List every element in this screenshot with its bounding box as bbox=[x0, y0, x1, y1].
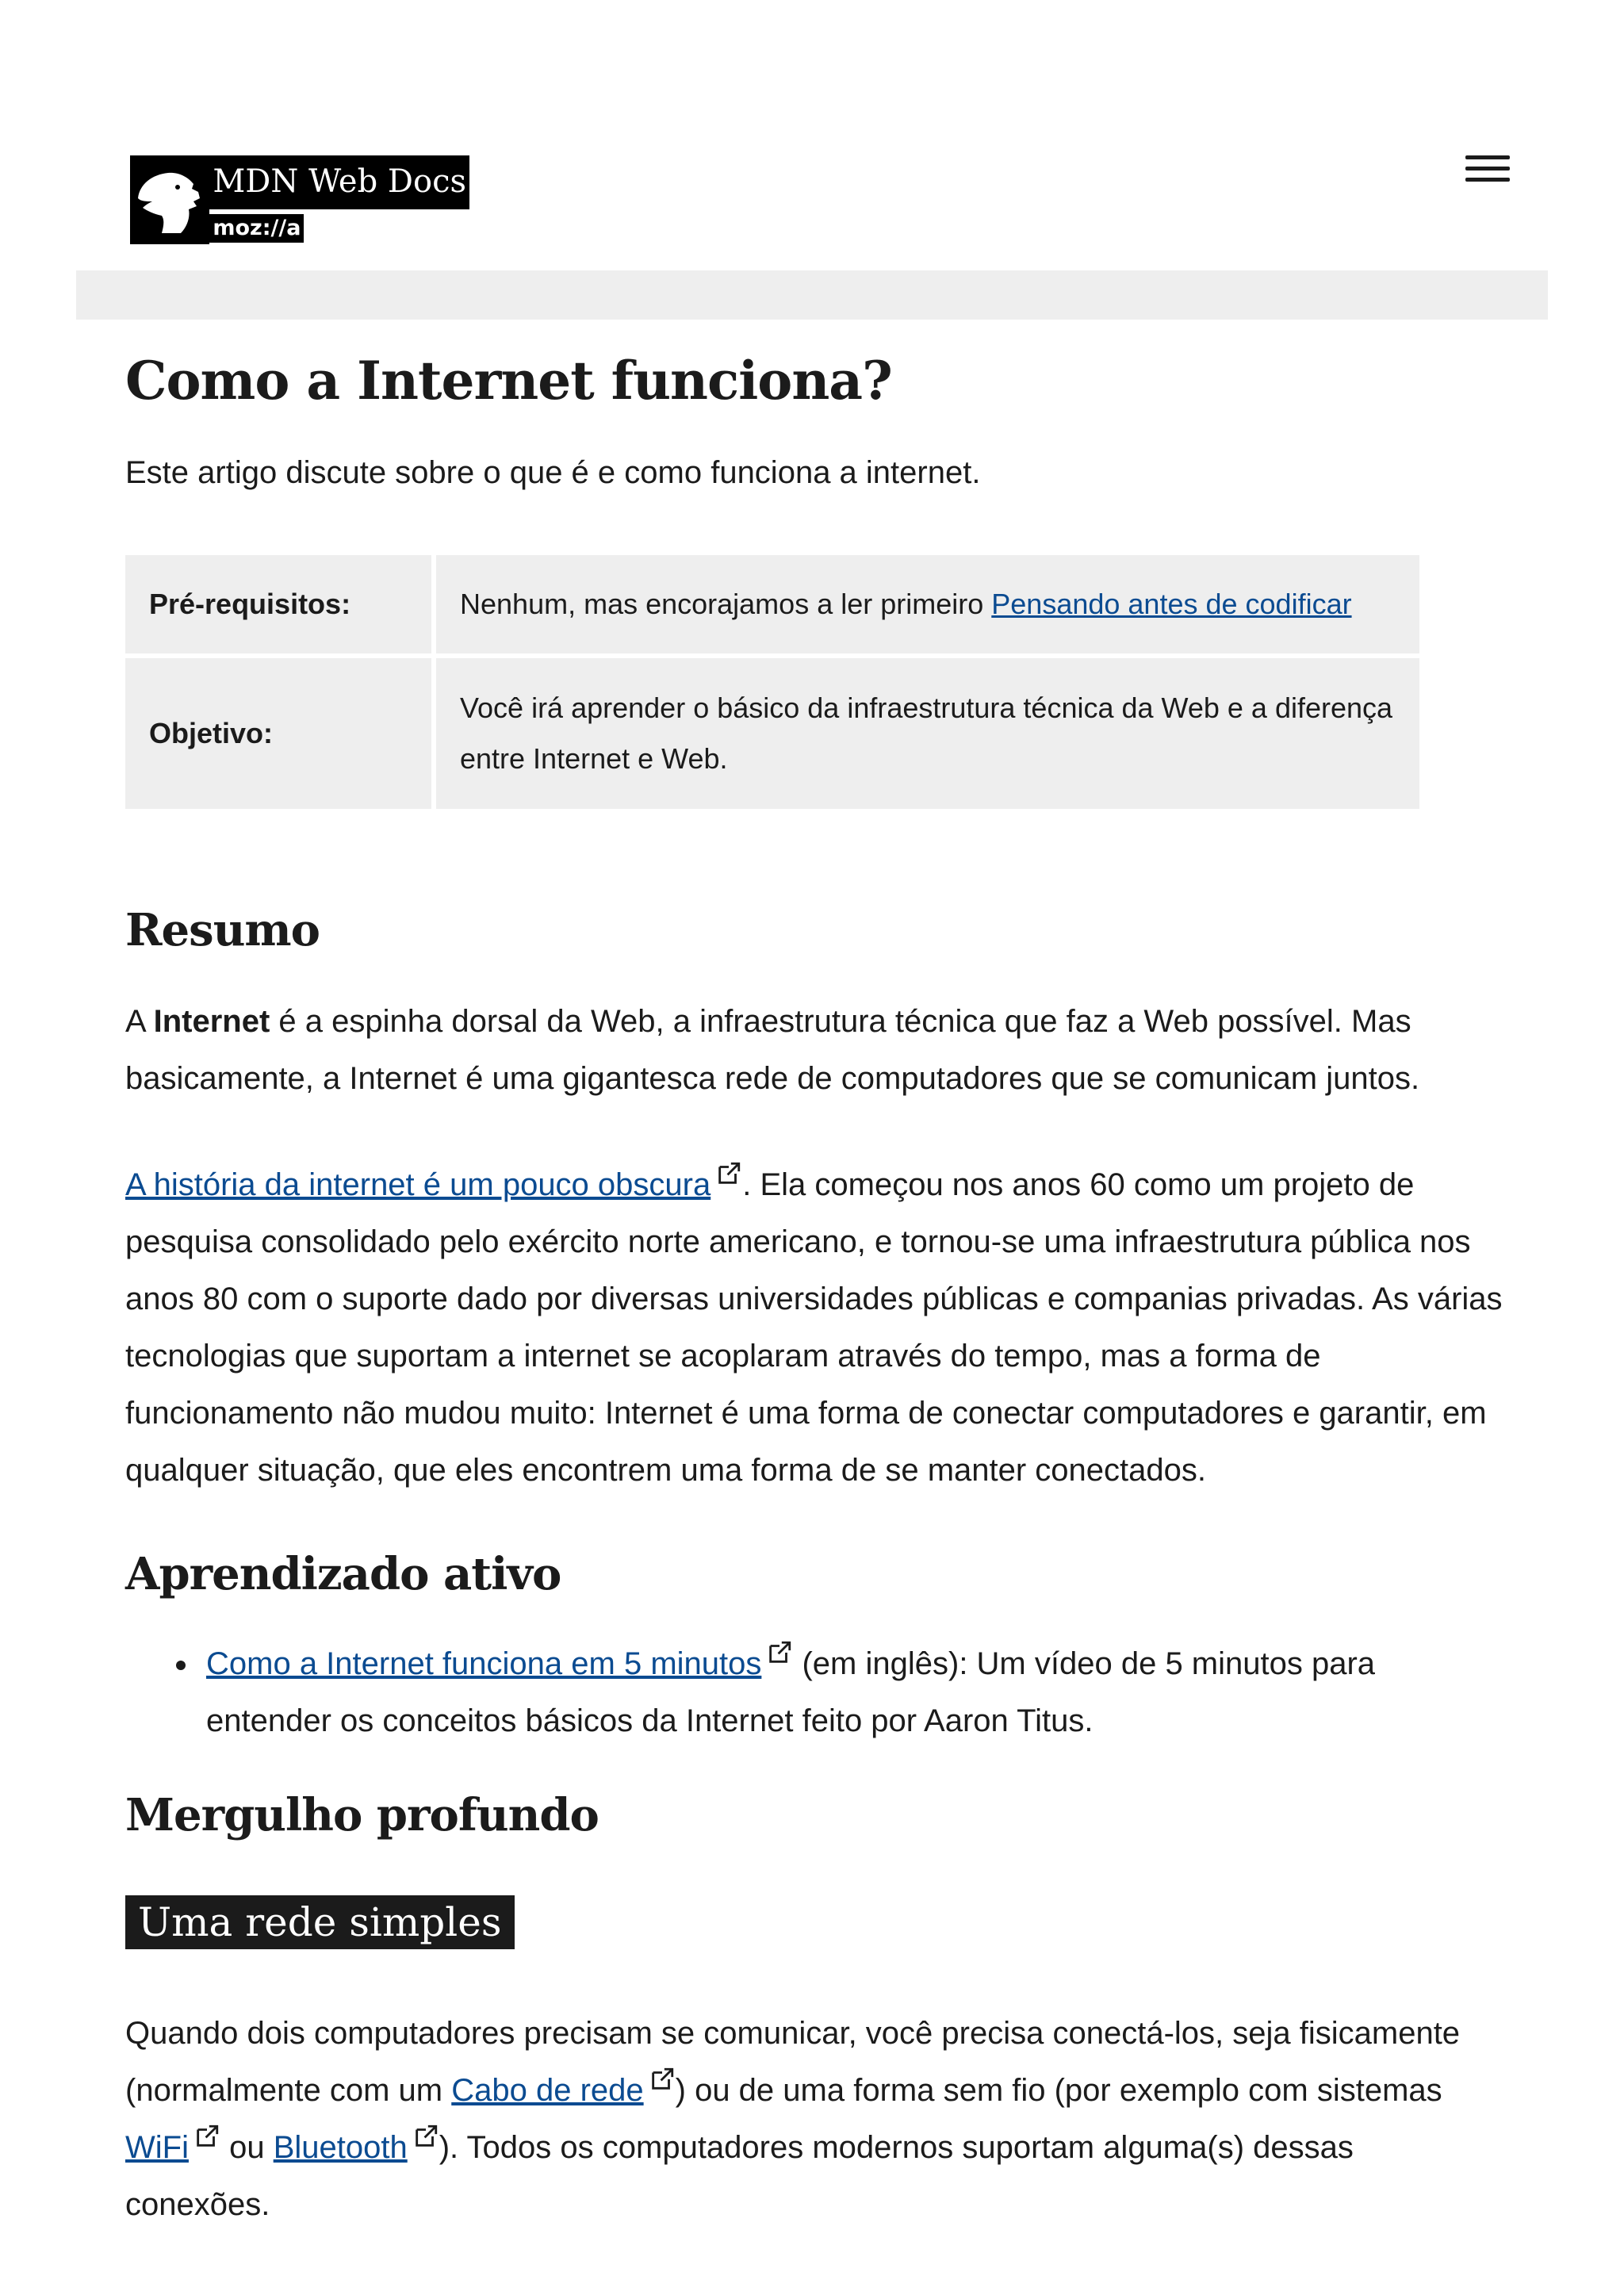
resumo-paragraph-1 bbox=[125, 993, 1505, 1107]
prereq-link[interactable]: Pensando antes de codificar bbox=[991, 588, 1352, 620]
site-header bbox=[0, 0, 1624, 270]
mergulho-paragraph bbox=[125, 2005, 1505, 2233]
objective-value: Você irá aprender o básico da infraestrutura técnica da Web e a diferença entre Internet e Web. bbox=[436, 658, 1419, 809]
wifi-link[interactable]: WiFi bbox=[125, 2130, 189, 2165]
mozilla-wordmark: moz://a bbox=[209, 214, 304, 243]
video-link[interactable]: Como a Internet funciona em 5 minutos bbox=[206, 1646, 762, 1681]
prereq-value bbox=[436, 555, 1419, 653]
external-link-icon bbox=[193, 2123, 220, 2150]
bluetooth-link[interactable]: Bluetooth bbox=[273, 2130, 408, 2165]
intro-text: Este artigo discute sobre o que é e como funciona a internet. bbox=[125, 455, 981, 490]
external-link-icon bbox=[412, 2123, 439, 2150]
internet-bold: Internet bbox=[153, 1004, 270, 1039]
section-heading-resumo: Resumo bbox=[125, 904, 320, 956]
prereq-text: Nenhum, mas encorajamos a ler primeiro bbox=[460, 588, 992, 620]
prereq-row bbox=[125, 555, 1419, 653]
dino-logo-icon bbox=[130, 155, 209, 244]
resumo-p1-text-b: é a espinha dorsal da Web, a infraestrutura técnica que faz a Web possível. Mas basicamente, a Internet é uma gigantesca rede de computadores que se comunicam juntos. bbox=[125, 1004, 1420, 1096]
logo-title: MDN Web Docs bbox=[209, 155, 469, 209]
list-item-text: (em inglês): Um vídeo de 5 minutos para entender os conceitos básicos da Internet feito por Aaron Titus. bbox=[206, 1646, 1376, 1738]
resumo-paragraph-2 bbox=[125, 1156, 1505, 1499]
objective-row bbox=[125, 658, 1419, 809]
cabo-de-rede-link[interactable]: Cabo de rede bbox=[451, 2073, 644, 2108]
learning-box bbox=[121, 550, 1424, 814]
mergulho-text-d: ). Todos os computadores modernos suportam alguma(s) dessas conexões. bbox=[125, 2130, 1354, 2222]
menu-hamburger-icon[interactable] bbox=[1465, 149, 1510, 187]
external-link-icon bbox=[715, 1160, 742, 1187]
external-link-icon bbox=[766, 1639, 793, 1666]
prereq-label: Pré-requisitos: bbox=[125, 555, 431, 653]
page-title: Como a Internet funciona? bbox=[125, 350, 892, 412]
logo-text bbox=[209, 155, 469, 244]
section-heading-mergulho: Mergulho profundo bbox=[125, 1789, 599, 1841]
external-link-icon bbox=[649, 2066, 676, 2093]
objective-label: Objetivo: bbox=[125, 658, 431, 809]
mdn-logo[interactable] bbox=[130, 155, 469, 244]
resumo-p1-text-a: A bbox=[125, 1004, 154, 1039]
history-link[interactable]: A história da internet é um pouco obscura bbox=[125, 1167, 711, 1202]
mergulho-text-c: ou bbox=[220, 2130, 274, 2165]
mergulho-text-b: ) ou de uma forma sem fio (por exemplo com sistemas bbox=[675, 2073, 1442, 2108]
resumo-p2-text: . Ela começou nos anos 60 como um projeto de pesquisa consolidado pelo exército norte americano, e tornou-se uma infraestrutura pública nos anos 80 com o suporte dado por diversas universidades públicas e companias privadas. As várias tecnologias que suportam a internet se acoplaram através do tempo, mas a forma de funcionamento não mudou muito: Internet é uma forma de conectar computadores e garantir, em qualquer situação, que eles encontrem uma forma de se manter conectados. bbox=[125, 1167, 1503, 1488]
breadcrumb-bar bbox=[76, 270, 1548, 320]
subheading-rede-simples: Uma rede simples bbox=[125, 1895, 515, 1949]
mergulho-text-a: Quando dois computadores precisam se comunicar, você precisa conectá-los, seja fisicamente (normalmente com um bbox=[125, 2016, 1461, 2108]
list-item bbox=[125, 1635, 1505, 1749]
active-learning-list bbox=[125, 1635, 1505, 1749]
section-heading-aprendizado: Aprendizado ativo bbox=[125, 1548, 561, 1600]
